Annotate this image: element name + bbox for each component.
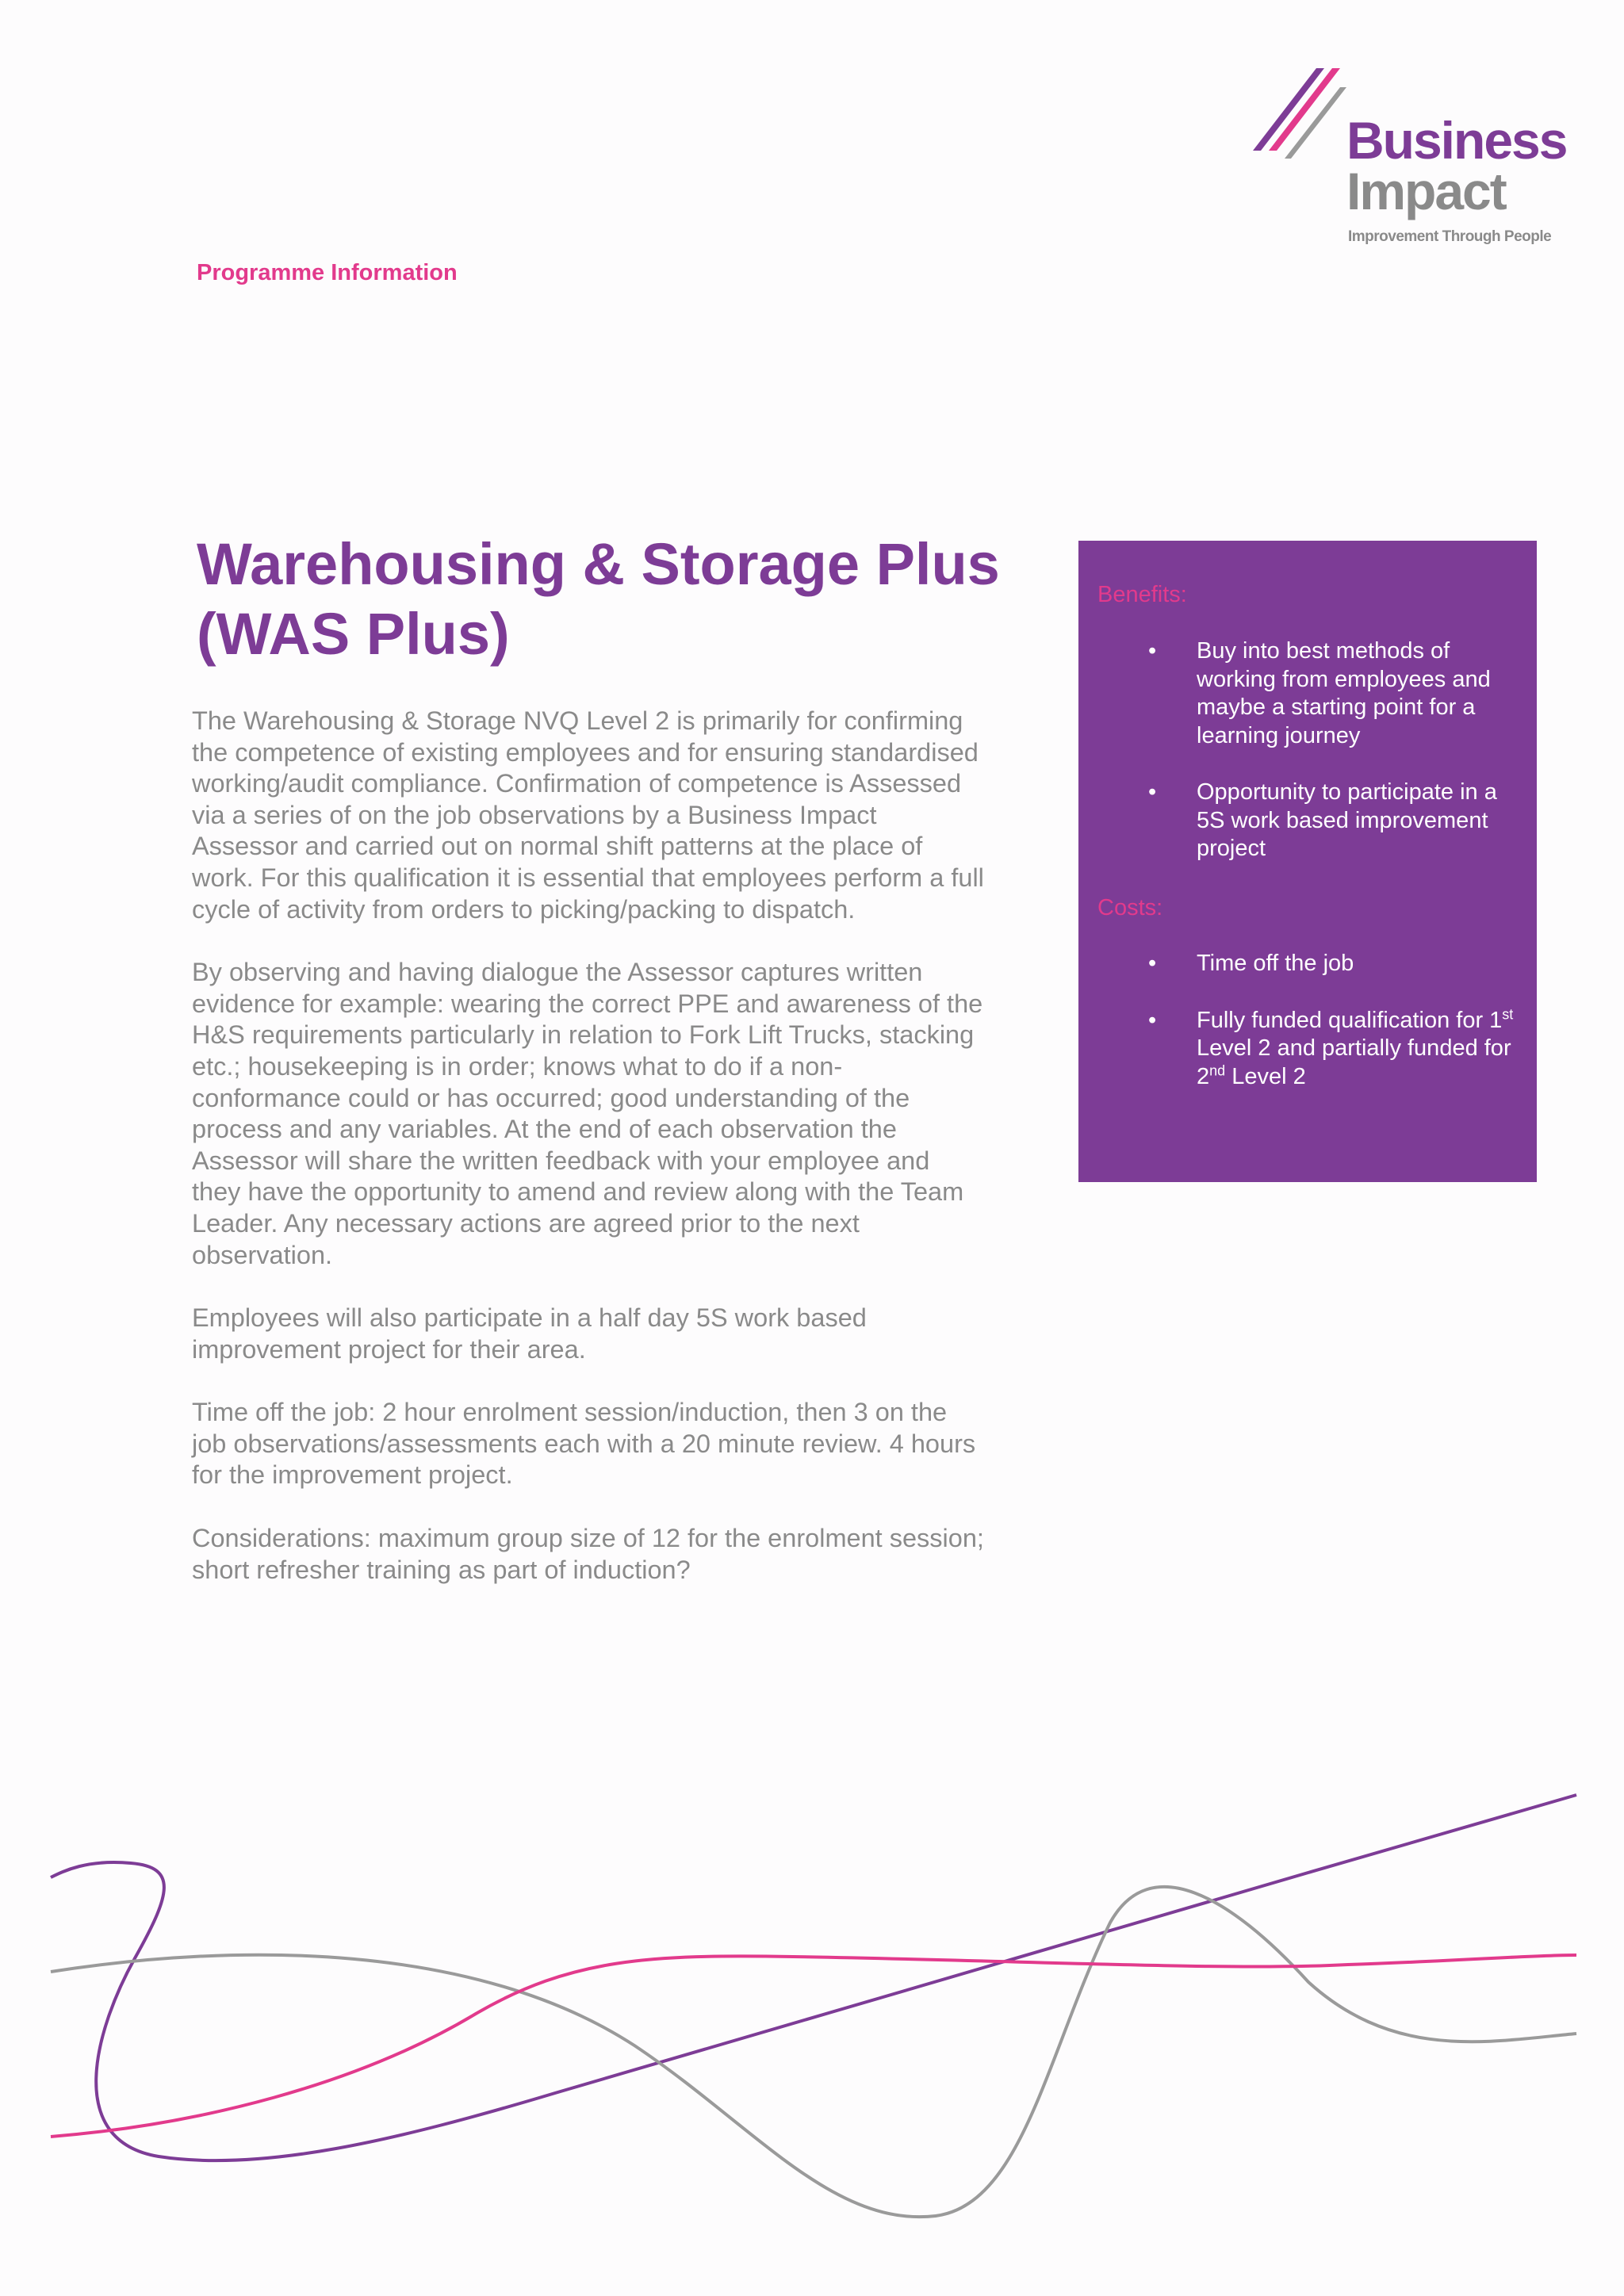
benefit-item <box>1078 779 1537 863</box>
benefit-item <box>1078 637 1537 750</box>
benefits-heading: Benefits: <box>1097 582 1187 607</box>
bullet-icon: • <box>1148 951 1157 976</box>
body-paragraph-time-off: Time off the job: 2 hour enrolment session/induction, then 3 on the job observations/assessments each with a 20 minute review. 4 hours for the improvement project. <box>192 1398 976 1490</box>
logo-name-impact: Impact <box>1346 162 1506 220</box>
bullet-icon: • <box>1148 638 1157 664</box>
benefits-list <box>1078 637 1537 892</box>
swoosh-grey-line <box>51 1887 1576 2217</box>
body-paragraph-intro: The Warehousing & Storage NVQ Level 2 is primarily for confirming the competence of existing employees and for ensuring standardised working/audit compliance. Confirmation of competence is Assessed via a series of on the job observations by a Business Impact Assessor and carried out on normal shift patterns at the place of work. For this qualification it is essential that employees perform a full cycle of activity from orders to picking/packing to dispatch. <box>192 706 984 924</box>
logo-name-business: Business <box>1346 111 1567 170</box>
logo-tagline: Improvement Through People <box>1348 228 1552 245</box>
swoosh-purple-line <box>51 1795 1576 2160</box>
cost-item-text: Time off the job <box>1197 951 1354 976</box>
cost-item-text: Fully funded qualification for 1st Level 2 and partially funded for 2nd Level 2 <box>1197 1005 1514 1089</box>
bullet-icon: • <box>1148 1007 1157 1033</box>
benefit-item-text: Buy into best methods of working from employees and maybe a starting point for a learning journey <box>1197 638 1491 748</box>
bullet-icon: • <box>1148 779 1157 805</box>
logo-stripes-icon <box>1237 63 1348 174</box>
body-paragraph-observation: By observing and having dialogue the Assessor captures written evidence for example: wearing the correct PPE and awareness of the H&S requirements particularly in relation to Fork Lift Trucks, stacking etc.; housekeeping is in order; knows what to do if a non-conformance could or has occurred; good understanding of the process and any variables. At the end of each observation the Assessor will share the written feedback with your employee and they have the opportunity to amend and review along with the Team Leader. Any necessary actions are agreed prior to the next observation. <box>192 958 983 1269</box>
section-label: Programme Information <box>197 260 458 285</box>
body-paragraph-considerations: Considerations: maximum group size of 12 for the enrolment session; short refresher training as part of induction? <box>192 1524 984 1584</box>
document-title: Warehousing & Storage Plus (WAS Plus) <box>197 531 1000 667</box>
costs-list <box>1078 950 1537 1119</box>
benefits-costs-panel <box>1078 541 1537 1182</box>
cost-item <box>1078 950 1537 978</box>
business-impact-logo <box>1237 63 1570 254</box>
costs-heading: Costs: <box>1097 895 1163 920</box>
decorative-swoosh <box>0 1744 1624 2260</box>
swoosh-pink-line <box>51 1955 1576 2137</box>
document-body <box>192 706 985 1617</box>
benefit-item-text: Opportunity to participate in a 5S work based improvement project <box>1197 779 1497 861</box>
cost-item <box>1078 1007 1537 1092</box>
body-paragraph-5s-project: Employees will also participate in a half day 5S work based improvement project for their area. <box>192 1303 867 1364</box>
